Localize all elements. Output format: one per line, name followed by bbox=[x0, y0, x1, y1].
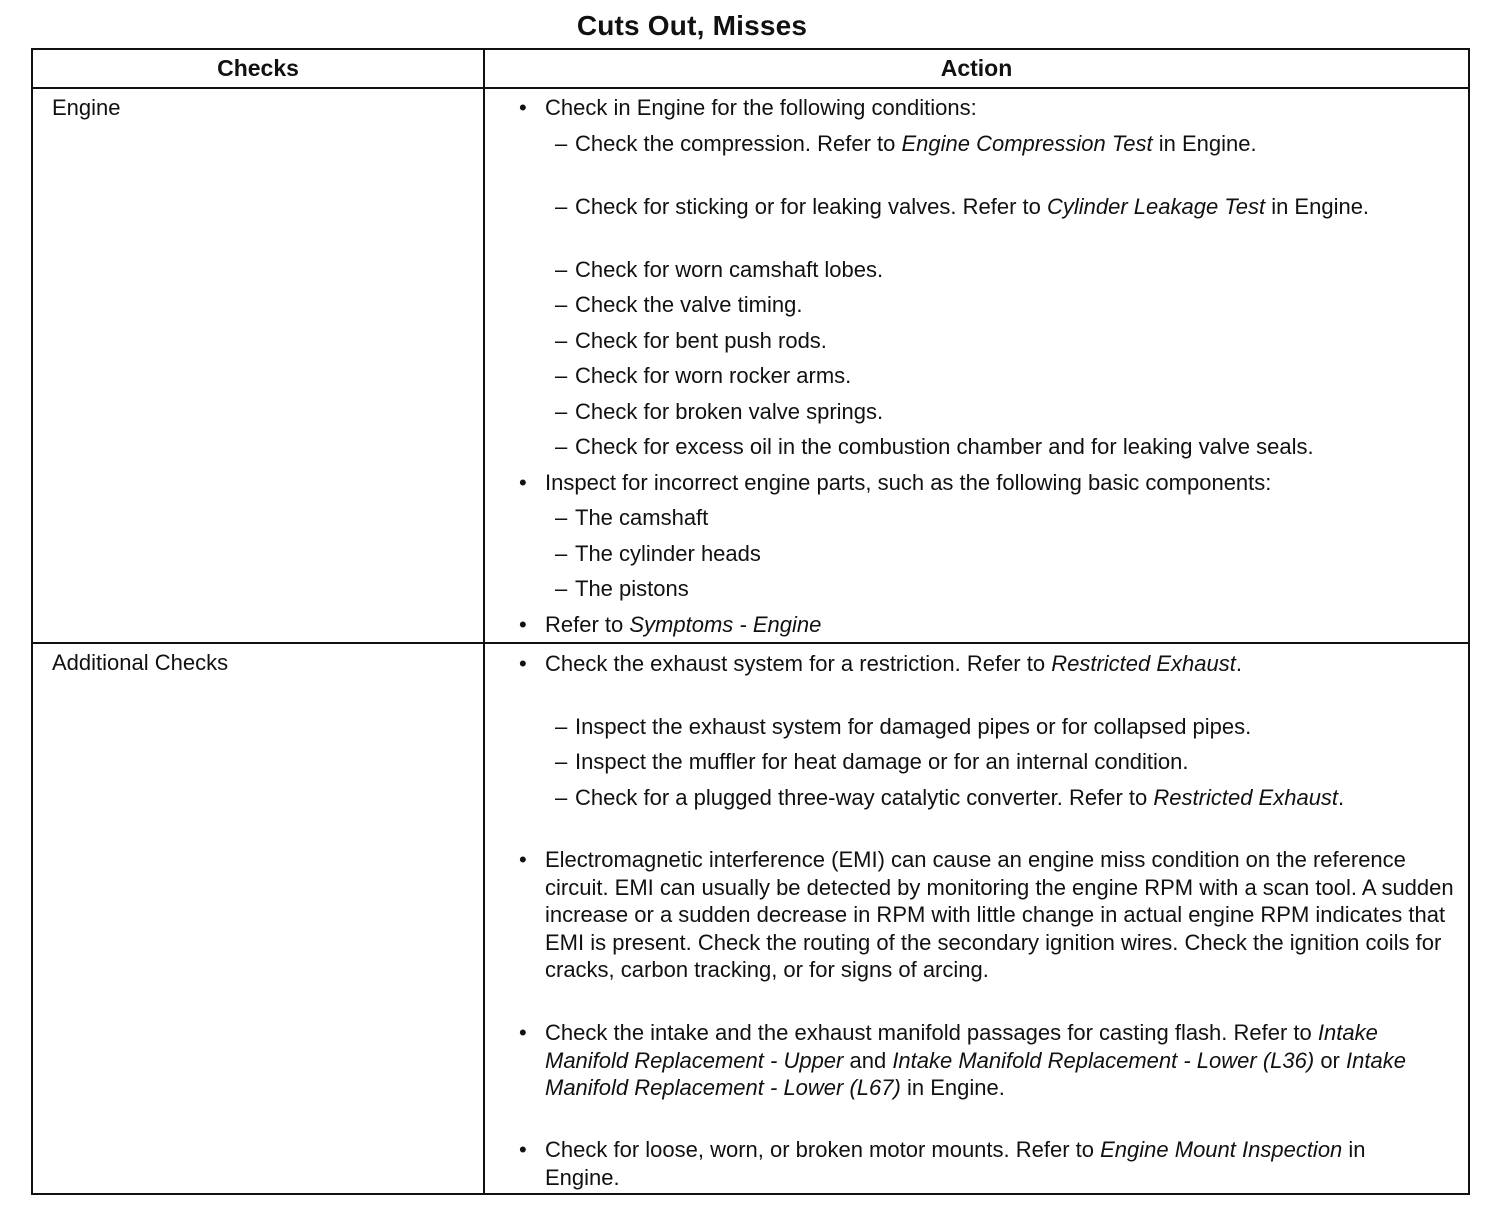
action-item: • Refer to Symptoms - Engine bbox=[519, 611, 821, 639]
action-item: – Check for worn camshaft lobes. bbox=[555, 256, 883, 284]
row-divider bbox=[33, 642, 1468, 644]
header-divider bbox=[33, 87, 1468, 89]
action-item: • Check the intake and the exhaust manifold passages for casting flash. Refer to Intake Manifold Replacement - Upper and Intake Manifold Replacement - Lower (L36) or Intake Manifold Replacement - Lower (L67) in Engine. bbox=[519, 1019, 1465, 1102]
action-item: – Inspect the exhaust system for damaged pipes or for collapsed pipes. bbox=[555, 713, 1251, 741]
page-title: Cuts Out, Misses bbox=[576, 10, 808, 41]
action-item: • Check in Engine for the following conditions: bbox=[519, 94, 977, 122]
checks-column-header: Checks bbox=[217, 55, 299, 81]
action-item: – Check the compression. Refer to Engine Compression Test in Engine. bbox=[555, 130, 1257, 158]
action-item: – Check for excess oil in the combustion chamber and for leaking valve seals. bbox=[555, 433, 1314, 461]
action-item: – Check for broken valve springs. bbox=[555, 398, 883, 426]
action-item: – The camshaft bbox=[555, 504, 708, 532]
action-item: – The cylinder heads bbox=[555, 540, 761, 568]
action-item: – Check for a plugged three-way catalytic converter. Refer to Restricted Exhaust. bbox=[555, 784, 1344, 812]
diagnostic-table bbox=[31, 48, 1470, 1195]
action-column-header: Action bbox=[940, 55, 1013, 81]
action-item: • Inspect for incorrect engine parts, such as the following basic components: bbox=[519, 469, 1271, 497]
action-item: – Check for worn rocker arms. bbox=[555, 362, 851, 390]
check-label-additional: Additional Checks bbox=[52, 650, 229, 675]
action-item: • Check for loose, worn, or broken motor mounts. Refer to Engine Mount Inspection in Engine. bbox=[519, 1136, 1395, 1191]
action-item: – Check the valve timing. bbox=[555, 291, 802, 319]
action-item: – The pistons bbox=[555, 575, 689, 603]
column-divider bbox=[483, 50, 485, 1193]
check-label-engine: Engine bbox=[52, 95, 121, 120]
action-item: • Electromagnetic interference (EMI) can cause an engine miss condition on the reference circuit. EMI can usually be detected by monitoring the engine RPM with a scan tool. A sudden increase or a sudden decrease in RPM with little change in actual engine RPM indicates that EMI is present. Check the routing of the secondary ignition wires. Check the ignition coils for cracks, carbon tracking, or for signs of arcing. bbox=[519, 846, 1465, 984]
action-item: – Check for sticking or for leaking valves. Refer to Cylinder Leakage Test in Engine. bbox=[555, 193, 1415, 221]
action-item: • Check the exhaust system for a restriction. Refer to Restricted Exhaust. bbox=[519, 650, 1242, 678]
action-item: – Inspect the muffler for heat damage or for an internal condition. bbox=[555, 748, 1189, 776]
action-item: – Check for bent push rods. bbox=[555, 327, 827, 355]
